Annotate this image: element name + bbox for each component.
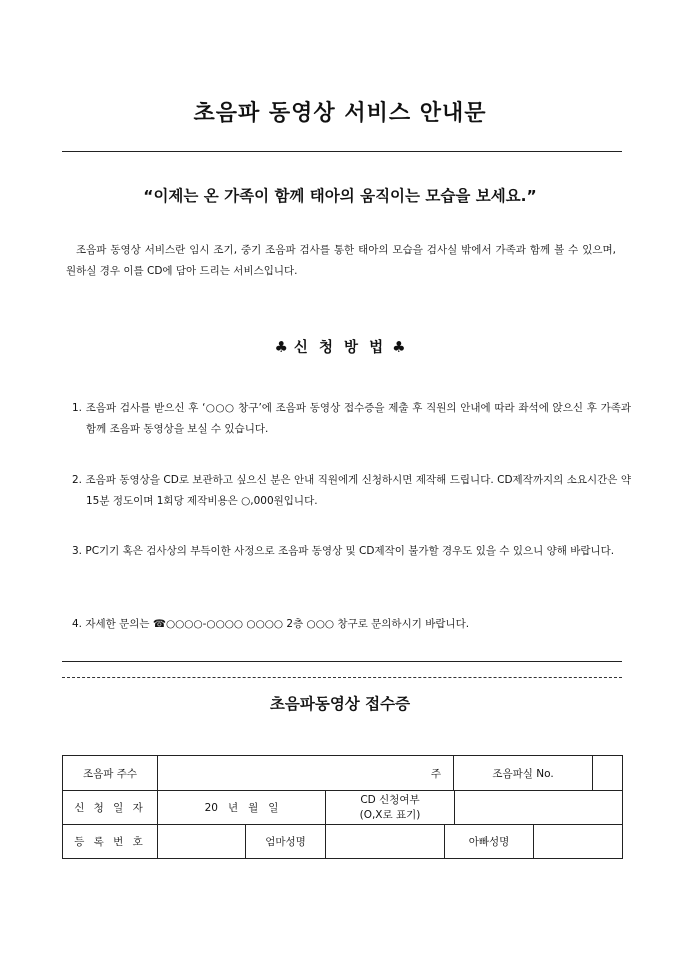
- step-2: [72, 470, 631, 512]
- cd-request-label: [326, 791, 455, 824]
- table-row: [63, 791, 623, 825]
- step-text: 조음파 동영상을 CD로 보관하고 싶으신 분은 안내 직원에게 신청하시면 제작해 드립니다. CD제작까지의 소요시간은 약 15분 정도이며 1회당 제작비용은 ○,000원입니다.: [85, 474, 631, 507]
- gestation-week-label: 조음파 주수: [63, 756, 158, 791]
- cd-request-cell: [326, 791, 623, 825]
- step-text: 조음파 검사를 받으신 후 ‘○○○ 창구’에 조음파 동영상 접수증을 제출 후 직원의 안내에 따라 좌석에 앉으신 후 가족과 함께 조음파 동영상을 보실 수 있습니다.: [85, 402, 631, 435]
- ultrasound-room-cell: [454, 756, 623, 791]
- club-icon: ♣: [274, 338, 288, 356]
- cut-line: [62, 677, 622, 678]
- bottom-divider: [62, 661, 622, 662]
- club-icon: ♣: [392, 338, 406, 356]
- step-number: 1.: [72, 402, 83, 414]
- step-number: 2.: [72, 474, 83, 486]
- cd-request-label-line1: CD 신청여부: [360, 793, 420, 806]
- cd-request-field[interactable]: [455, 791, 623, 824]
- slogan: “이제는 온 가족이 함께 태아의 움직이는 모습을 보세요.”: [143, 187, 537, 205]
- top-divider: [62, 151, 622, 152]
- step-text: 자세한 문의는 ☎○○○○-○○○○ ○○○○ 2층 ○○○ 창구로 문의하시기 바랍니다.: [85, 618, 470, 630]
- page-title: 초음파 동영상 서비스 안내문: [193, 101, 487, 126]
- ultrasound-room-field[interactable]: [593, 756, 623, 790]
- section-heading-text: 신 청 방 법: [293, 340, 387, 356]
- father-name-field[interactable]: [534, 825, 623, 858]
- step-text: PC기기 혹은 검사상의 부득이한 사정으로 조음파 동영상 및 CD제작이 불가할 경우도 있을 수 있으니 양해 바랍니다.: [85, 545, 615, 557]
- gestation-week-unit: 주: [430, 767, 441, 780]
- mother-name-field[interactable]: [326, 825, 445, 858]
- registration-number-field[interactable]: [158, 825, 246, 859]
- step-1: [72, 398, 631, 440]
- mother-name-label: 엄마성명: [246, 825, 326, 859]
- receipt-table: [62, 755, 623, 859]
- names-cell: [326, 825, 623, 859]
- application-date-label: 신 청 일 자: [63, 791, 158, 825]
- step-3: [72, 541, 631, 562]
- father-name-label: 아빠성명: [445, 825, 534, 858]
- receipt-title: 초음파동영상 접수증: [269, 695, 411, 713]
- cd-request-label-line2: (O,X로 표기): [359, 808, 421, 821]
- ultrasound-room-label: 조음파실 No.: [454, 756, 593, 790]
- application-date-field[interactable]: 20 년 월 일: [158, 791, 326, 825]
- table-row: [63, 756, 623, 791]
- registration-number-label: 등 록 번 호: [63, 825, 158, 859]
- table-row: [63, 825, 623, 859]
- intro-paragraph: 조음파 동영상 서비스란 임시 조기, 중기 조음파 검사를 통한 태아의 모습을 검사실 밖에서 가족과 함께 볼 수 있으며, 원하실 경우 이를 CD에 담아 드리는 서비스입니다.: [66, 244, 616, 277]
- step-4: [72, 614, 631, 635]
- gestation-week-field[interactable]: [158, 756, 454, 791]
- step-number: 3.: [72, 545, 83, 557]
- step-number: 4.: [72, 618, 83, 630]
- section-heading: [0, 336, 680, 357]
